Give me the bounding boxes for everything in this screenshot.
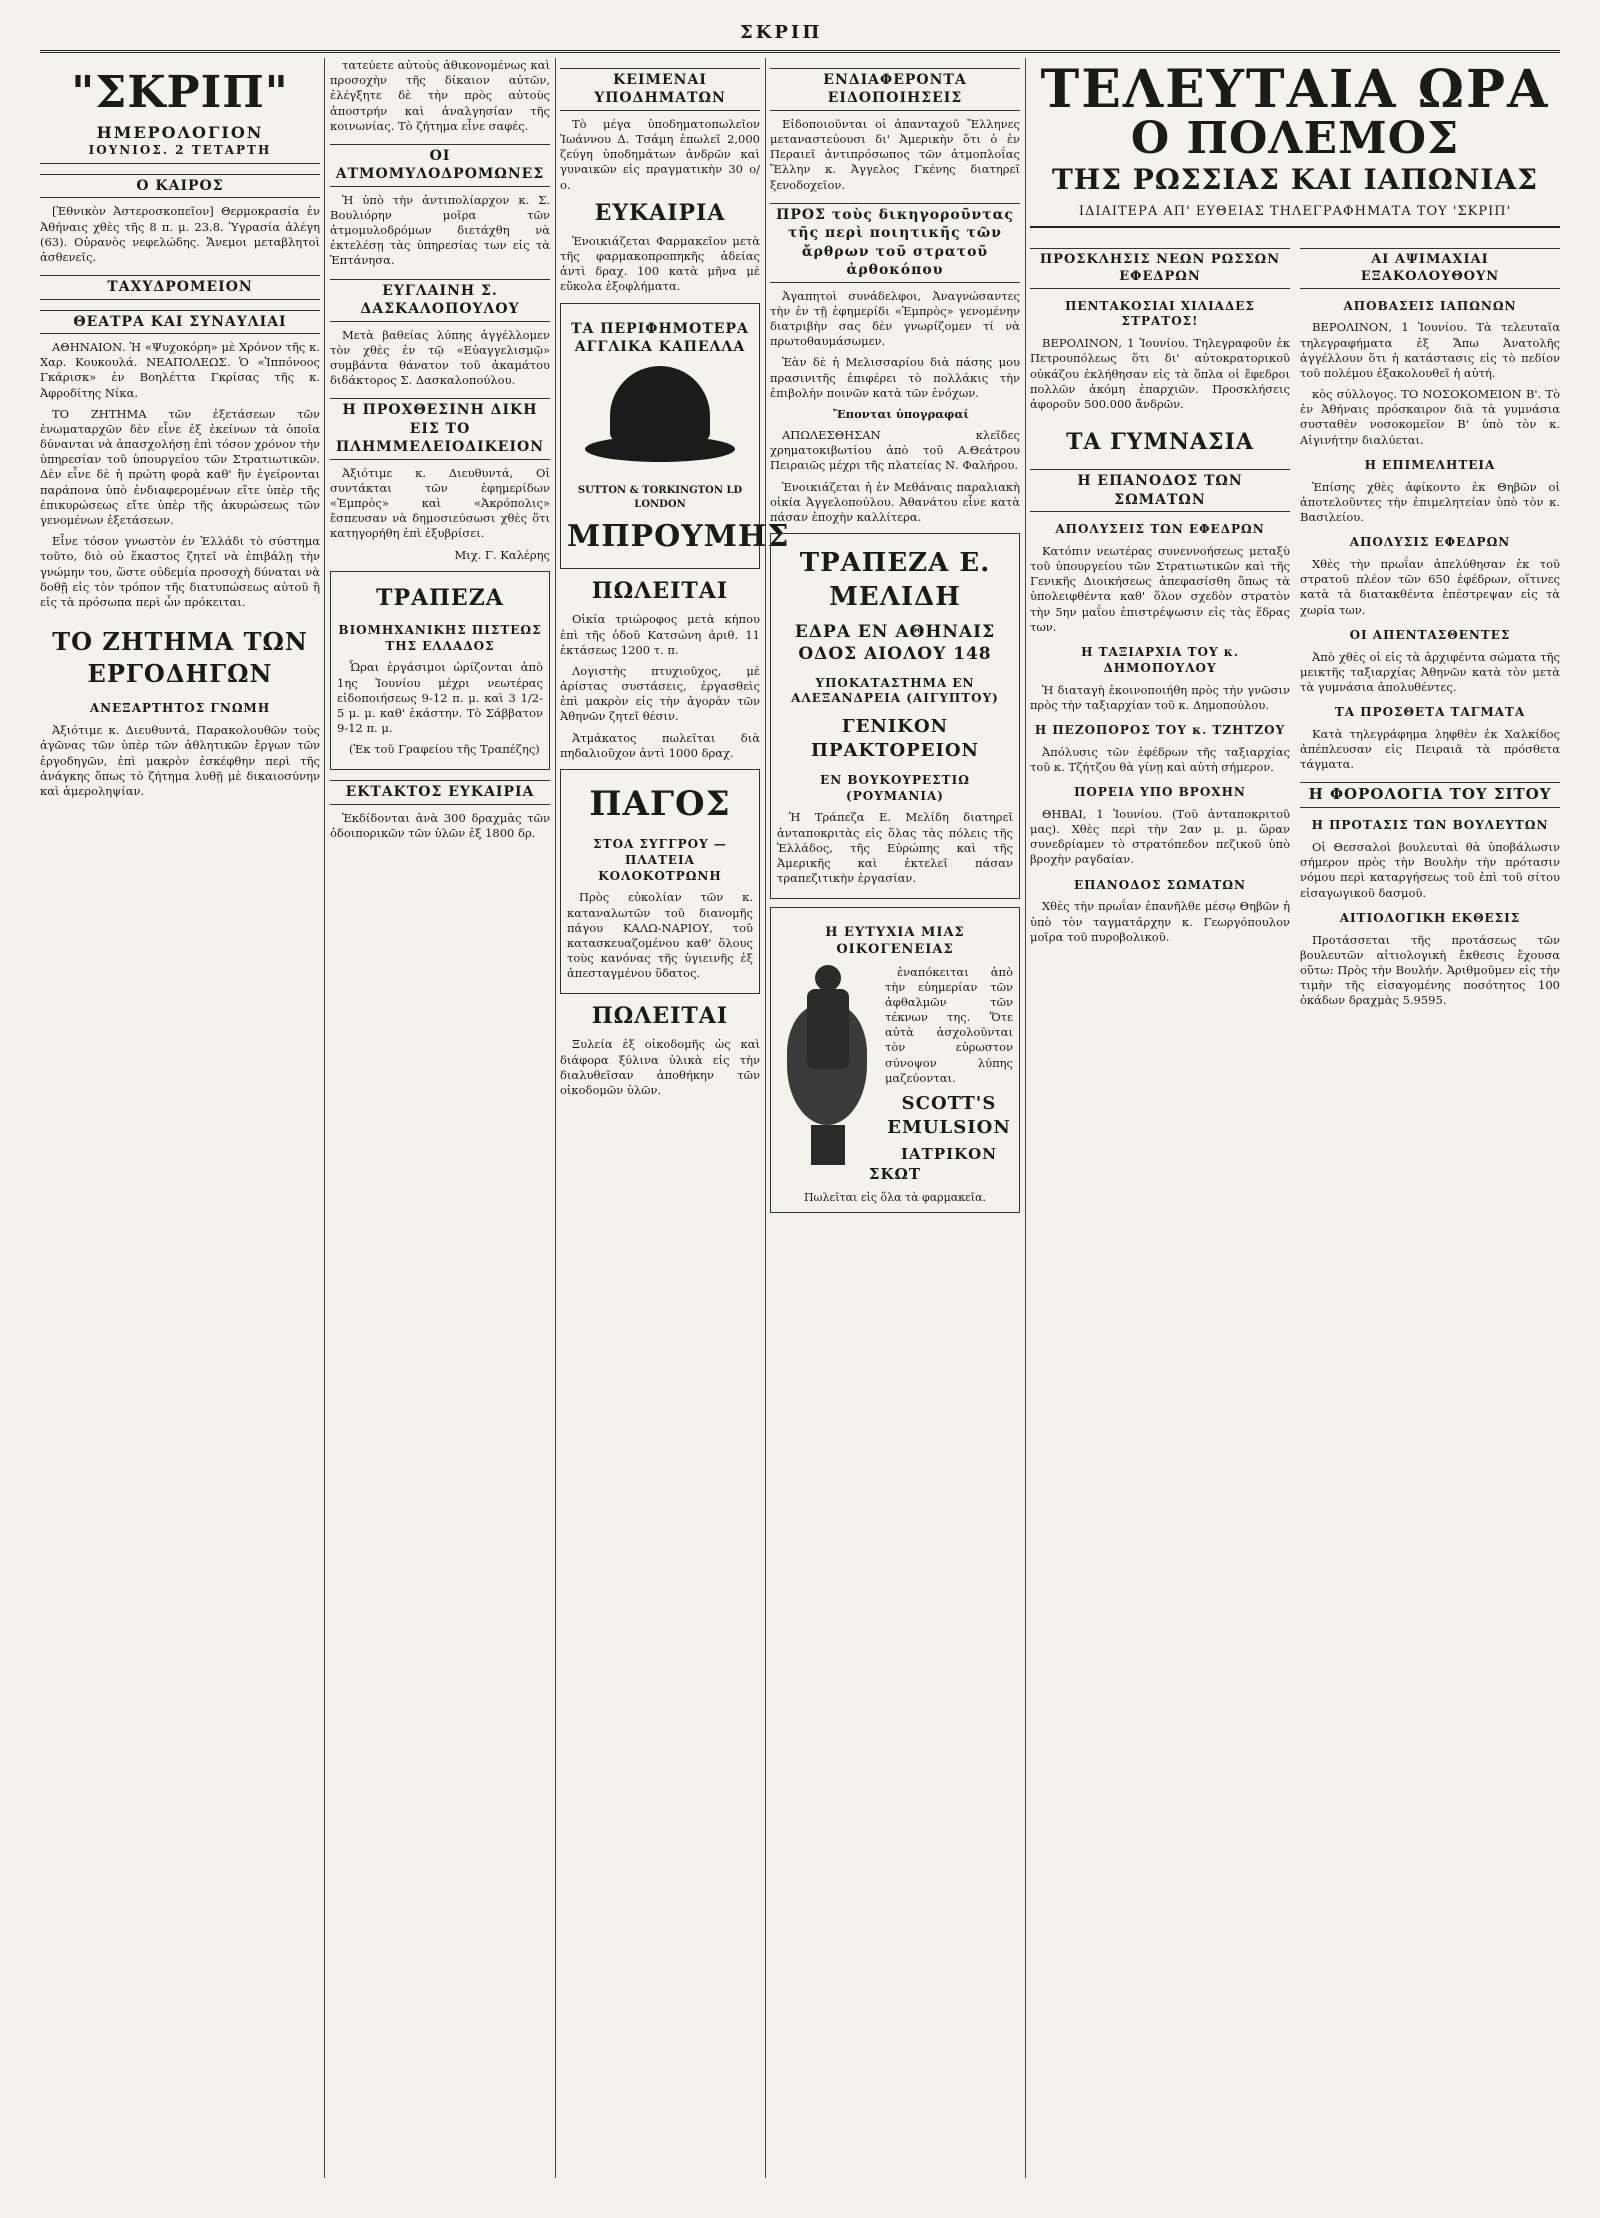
weather-heading: Ο ΚΑΙΡΟΣ	[40, 174, 320, 198]
masthead	[40, 20, 1560, 53]
report-text: Προτάσσεται τῆς προτάσεως τῶν βουλευτῶν αἰτιολογικὴ ἔκθεσις ἔχουσα οὕτω: Πρὸς τὴν Βουλήν. Ἀριθμοῦμεν εἰς τὴν τιμὴν τῆς εἰσαγομένης ποσότητος 100 ὀκάδων δραχμὰς 5.9595.	[1300, 932, 1560, 1008]
melidis-text: Ἡ Τράπεζα Ε. Μελίδη διατηρεῖ ἀνταποκριτὰς εἰς ὅλας τὰς πόλεις τῆς Ἑλλάδος, τῆς Εὐρώπης καὶ τῆς Ἀμερικῆς καὶ ἐκτελεῖ πάσαν τραπεζιτικὴν ἐργασίαν.	[777, 810, 1013, 886]
war-left	[1030, 238, 1290, 1014]
scott-doctor: ΙΑΤΡΙΚΟΝ ΣΚΩΤ	[868, 1145, 997, 1184]
melidis-branch: ΥΠΟΚΑΤΑΣΤΗΜΑ ΕΝ ΑΛΕΞΑΝΔΡΕΙΑ (ΑΙΓΥΠΤΟΥ)	[791, 675, 999, 706]
theatre-text: ΑΘΗΝΑΙΟΝ. Ἡ «Ψυχοκόρη» μὲ Χρόνον τῆς κ. Χαρ. Κουκουλά. ΝΕΑΠΟΛΕΩΣ. Ὁ «Ἰππόνοος Γκάρισκ» ἐν Βοηλέττα Γκρίσας τῆς κ. Ἀφροδίτης Νίκα.	[40, 340, 320, 400]
scott-heading: Η ΕΥΤΥΧΙΑ ΜΙΑΣ ΟΙΚΟΓΕΝΕΙΑΣ	[825, 925, 965, 958]
rain-heading: ΠΟΡΕΙΑ ΥΠΟ ΒΡΟΧΗΝ	[1074, 785, 1246, 800]
melidis-bank-ad	[770, 533, 1020, 899]
infantry-heading: Η ΠΕΖΟΠΟΡΟΣ ΤΟΥ κ. ΤΖΗΤΖΟΥ	[1034, 722, 1286, 737]
scott-brand: SCOTT'S EMULSION	[887, 1092, 1011, 1138]
war-heading: Ο ΠΟΛΕΜΟΣ	[1130, 113, 1460, 164]
commissariat-text: Ἐπίσης χθὲς ἀφίκοντο ἐκ Θηβῶν οἱ ἀποτελοῦντες τὴν ἐπιμελητείαν ὑπὸ τὸν κ. Βασιλείου.	[1300, 479, 1560, 524]
column-rule	[555, 58, 556, 2178]
reservists-sub: ΠΕΝΤΑΚΟΣΙΑΙ ΧΙΛΙΑΔΕΣ ΣΤΡΑΤΟΣ!	[1065, 298, 1255, 329]
reservist-release-text: Χθὲς τὴν πρωΐαν ἀπελύθησαν ἐκ τοῦ στρατοῦ πλέον τῶν 650 ἐφέδρων, οἵτινες κατὰ τὰ διατακθέντα ἐπέστρεψαν εἰς τὰ χωρία των.	[1300, 556, 1560, 617]
bank-heading: ΤΡΑΠΕΖΑ	[376, 584, 504, 611]
telegrams-dateline: ΙΔΙΑΙΤΕΡΑ ΑΠ' ΕΥΘΕΙΑΣ ΤΗΛΕΓΡΑΦΗΜΑΤΑ ΤΟΥ 'ΣΚΡΙΠ'	[1030, 203, 1560, 228]
landings-heading: ΑΠΟΒΑΣΕΙΣ ΙΑΠΩΝΩΝ	[1343, 298, 1517, 313]
melidis-address: ΕΔΡΑ ΕΝ ΑΘΗΝΑΙΣ ΟΔΟΣ ΑΙΟΛΟΥ 148	[794, 621, 996, 665]
scott-ad	[770, 907, 1020, 1212]
trial-text: Ἀξιότιμε κ. Διευθυντά, Οἱ συντάκται τῶν ἐφημερίδων «Ἑμπρὸς» καὶ «Ἀκρόπολις» ἔσπευσαν νὰ δημοσιεύσωσι χθὲς ὅτι κατηγορήθη ἐπὶ ἐξυβρίσει.	[330, 465, 550, 541]
gymnastics-heading: ΤΑ ΓΥΜΝΑΣΙΑ	[1066, 429, 1254, 456]
shoes-text: Τὸ μέγα ὑποδηματοπωλεῖον Ἰωάννου Δ. Τσάμη ἐπωλεῖ 2,000 ζεύγη ὑποδημάτων ἀνδρῶν καὶ γυναικῶν εἰς πραγματικὴν 30 ο/ο.	[560, 116, 760, 192]
running-title: ΣΚΡΙΠ	[740, 22, 823, 43]
hospital-text: κὸς σύλλογος. ΤΟ ΝΟΣΟΚΟΜΕΙΟΝ Β'. Τὸ ἐν Ἀθήναις πρόσκαιρον διὰ τὰ γυμνάσια συσταθὲν νοσοκομεῖον Β' ὑπὸ τὸν κ. Αἰγινήτην διαλύεται.	[1300, 387, 1560, 447]
infantry-text: Ἀπόλυσις τῶν ἐφέδρων τῆς ταξιαρχίας τοῦ κ. Τζήτζου θὰ γίνῃ καὶ αὐτὴ σήμερον.	[1030, 744, 1290, 774]
steam-mills-heading: ΟΙ ΑΤΜΟΜΥΛΟΔΡΟΜΩΝΕΣ	[330, 144, 550, 187]
russia-japan-heading: ΤΗΣ ΡΩΣΣΙΑΣ ΚΑΙ ΙΑΠΩΝΙΑΣ	[1051, 163, 1539, 197]
ice-heading: ΠΑΓΟΣ	[589, 784, 731, 824]
weather-text: [Ἐθνικὸν Ἀστεροσκοπεῖον] Θερμοκρασία ἐν Ἀθήναις χθὲς τῆς 8 π. μ. 23.8. Ὑγρασία ἀλέγη (63). Οὐρανὸς νεφελώδης. Ἄνεμοι μεταβλητοὶ ἀσθενεῖς.	[40, 204, 320, 264]
foremen-letter: Ἀξιότιμε κ. Διευθυντά, Παρακολουθῶν τοὺς ἀγῶνας τῶν ὑπὲρ τῶν ἀθλητικῶν ἔργων τῶν ἐργοδηγῶν, ἐπὶ μακρὸν ἐσκέφθην περὶ τῆς ἀνάγκης ὅπως τὸ ζήτημα λυθῇ μὲ δικαιοσύνην καὶ ἀμεροληψίαν.	[40, 723, 320, 798]
hats-maker: SUTTON & TORKINGTON LD LONDON	[577, 485, 743, 510]
bank-note: (Ἐκ τοῦ Γραφείου τῆς Τραπέζης)	[349, 742, 540, 757]
timber-text: Ξυλεία ἐξ οἰκοδομῆς ὡς καὶ διάφορα ξύλινα ὑλικὰ εἰς τὴν διαλυθεῖσαν ἀποθήκην τῶν οἰκοδομῶν ὑλῶν.	[560, 1037, 760, 1097]
discharged-text: Ἀπὸ χθὲς οἱ εἰς τὰ ἀρχιφέντα σώματα τῆς μεικτῆς ταξιαρχίας Ἀθηνῶν κατὰ τὸν μετὰ τὰ γυμνάσια ἀπολυθέντες.	[1300, 649, 1560, 694]
melidis-heading: ΤΡΑΠΕΖΑ Ε. ΜΕΛΙΔΗ	[799, 548, 991, 613]
return-heading: Η ΕΠΑΝΟΔΟΣ ΤΩΝ ΣΩΜΑΤΩΝ	[1030, 469, 1290, 512]
reservists-heading: ΠΡΟΣΚΛΗΣΙΣ ΝΕΩΝ ΡΩΣΣΩΝ ΕΦΕΔΡΩΝ	[1030, 248, 1290, 288]
war-right	[1300, 238, 1560, 1014]
column-rule	[1025, 58, 1026, 2178]
bank-subheading: ΒΙΟΜΗΧΑΝΙΚΗΣ ΠΙΣΤΕΩΣ ΤΗΣ ΕΛΛΑΔΟΣ	[338, 622, 542, 653]
ice-ad	[560, 769, 760, 994]
melidis-agency: ΓΕΝΙΚΟΝ ΠΡΑΚΤΟΡΕΙΟΝ	[810, 716, 980, 761]
war-columns	[1030, 238, 1560, 1014]
almanac-heading: ΗΜΕΡΟΛΟΓΙΟΝ	[96, 123, 264, 143]
discharged-heading: ΟΙ ΑΠΕΝΤΑΣΘΕΝΤΕΣ	[1349, 627, 1511, 642]
reservists-text: ΒΕΡΟΛΙΝΟΝ, 1 Ἰουνίου. Τηλεγραφοῦν ἐκ Πετρουπόλεως ὅτι δι' αὐτοκρατορικοῦ οὐκάζου ἐκλήθησαν εἰς τὰ ὅπλα οἱ ἔφεδροι πολλῶν ἀκόμη ἐπαρχιῶν. Προσκλήσεις ἀφοροῦν 500.000 ἄνδρῶν.	[1030, 336, 1290, 411]
column-5	[1030, 58, 1560, 2178]
wheat-tax-heading: Η ΦΟΡΟΛΟΓΙΑ ΤΟΥ ΣΙΤΟΥ	[1300, 782, 1560, 808]
units-return-text: Χθὲς τὴν πρωΐαν ἐπανῆλθε μέσῳ Θηβῶν ἡ ὑπὸ τὸν ταγματάρχην κ. Γεωργόπουλον μοῖρα τοῦ πυροβολικοῦ.	[1030, 899, 1290, 944]
shoes-heading: ΚΕΙΜΕΝΑΙ ΥΠΟΔΗΜΑΤΩΝ	[560, 68, 760, 111]
rain-text: ΘΗΒΑΙ, 1 Ἰουνίου. (Τοῦ ἀνταποκριτοῦ μας). Χθὲς περὶ τὴν 2αν μ. μ. ὥραν συνεδρίαμεν τὸ στρατόπεδον πεζικοῦ ὑπὸ βροχὴν ραγδαίαν.	[1030, 806, 1290, 867]
pharmacy-text: Ἐνοικιάζεται Φαρμακεῖον μετὰ τῆς φαρμακοπροπηκῆς ἀδείας ἀντὶ δραχ. 100 κατὰ μῆνα μὲ εὔκολα ἐξοφλήματα.	[560, 233, 760, 294]
lost-keys-text: ΑΠΩΛΕΣΘΗΣΑΝ κλεῖδες χρηματοκιβωτίου ἀπὸ τοῦ Α.Θεάτρου Πειραιῶς μέχρι τῆς πλατείας Ν. Φαλήρου.	[770, 428, 1020, 473]
wheat-tax-text: Οἱ Θεσσαλοὶ βουλευταὶ θὰ ὑποβάλωσιν σήμερον πρὸς τὴν Βουλὴν τὴν πρότασιν νόμου περὶ καταργήσεως τοῦ ἐπὶ τοῦ σίτου εἰσαγωγικοῦ δασμοῦ.	[1300, 839, 1560, 900]
column-1	[40, 58, 320, 2178]
steam-mills-text: Ἡ ὑπὸ τὴν ἀντιπολίαρχον κ. Σ. Βουλιόρην μοῖρα τῶν ἀτμομυλοδρόμων διετάχθη νὰ ἐκτελέσῃ τὰς ὑπηρεσίας των εἰς τὰ Ἑπτάνησα.	[330, 192, 550, 268]
ice-text: Πρὸς εὐκολίαν τῶν κ. καταναλωτῶν τοῦ διανομῆς πάγου ΚΑΛΩ-ΝΑΡΙΟΥ, τοῦ κατασκευαζομένου καθ' ὅλους τοὺς κανόνας τῆς ὑγιεινῆς ἐξ ἀπεσταγμένου ὕδατος.	[567, 890, 753, 981]
obituary-text: Μετὰ βαθείας λύπης ἀγγέλλομεν τὸν χθὲς ἐν τῷ «Εὐαγγελισμῷ» συμβάντα θάνατον τοῦ ἀκαμάτου διδάκτορος Σ. Δασκαλοπούλου.	[330, 327, 550, 388]
column-rule	[765, 58, 766, 2178]
brigade-heading: Η ΤΑΞΙΑΡΧΙΑ ΤΟΥ κ. ΔΗΜΟΠΟΥΛΟΥ	[1081, 644, 1239, 675]
sale2-heading: ΠΩΛΕΙΤΑΙ	[591, 1003, 729, 1030]
skirmishes-text: ΒΕΡΟΛΙΝΟΝ, 1 Ἰουνίου. Τὰ τελευταῖα τηλεγραφήματα ἐξ Ἄπω Ἀνατολῆς ἀγγέλλουν ὅτι ἡ κατάστασις εἰς τὸ πεδίον τοῦ πολέμου ἐξακολουθεῖ ἡ αὐτή.	[1300, 320, 1560, 380]
extra-battalions-text: Κατὰ τηλεγράφημα ληφθὲν ἐκ Χαλκίδος ἀπέπλευσαν εἰς Πειραιᾶ τὰ πρόσθετα τάγματα.	[1300, 726, 1560, 772]
scott-footer: Πωλεῖται εἰς ὅλα τὰ φαρμακεῖα.	[803, 1191, 987, 1205]
opportunity2-heading: ΕΥΚΑΙΡΙΑ	[594, 199, 726, 226]
column-4	[770, 58, 1020, 2178]
hat-icon	[585, 366, 735, 476]
lawyers-text-cont: Ἐὰν δὲ ἡ Μελισσαρίου διὰ πάσης μου πρασινιτῆς ἐπιφέρει τὸ πολλάκις τὴν ἐπιβολὴν ποινῶν κατὰ τῶν ἐνόχων.	[770, 355, 1020, 400]
column-rule	[324, 58, 325, 2178]
opportunity-text: Ἐκδίδονται ἀνὰ 300 δραχμὰς τῶν ὀδοιπορικῶν τῶν ὑλῶν ἐξ 1800 δρ.	[330, 810, 550, 841]
column-2	[330, 58, 550, 2178]
post-heading: ΤΑΧΥΔΡΟΜΕΙΟΝ	[40, 275, 320, 299]
last-hour-heading: ΤΕΛΕΥΤΑΙΑ ΩΡΑ	[1040, 59, 1550, 120]
hats-brand: ΜΠΡΟΥΜΗΣ	[567, 518, 790, 554]
paper-title: "ΣΚΡΙΠ"	[71, 67, 289, 118]
sale-heading: ΠΩΛΕΙΤΑΙ	[591, 578, 729, 605]
scott-text: ἐναπόκειται ἀπὸ τὴν εὐημερίαν τῶν ἀφθαλμῶν τῶν τέκνων της. Ὅτε αὐτὰ ἀσχολοῦνται τὸν εὐρωστον σύνοψον λύπης μαζεύονται.	[885, 964, 1013, 1085]
launch-text: Ἀτμάκατος πωλεῖται διὰ πηδαλιοῦχον ἀντὶ 1000 δραχ.	[560, 730, 760, 760]
units-return-heading: ΕΠΑΝΟΔΟΣ ΣΩΜΑΤΩΝ	[1074, 877, 1246, 892]
signatures-follow: Ἔπονται ὑπογραφαί	[833, 406, 969, 421]
extra-battalions-heading: ΤΑ ΠΡΟΣΘΕΤΑ ΤΑΓΜΑΤΑ	[1334, 705, 1526, 720]
opportunity-heading: ΕΚΤΑΚΤΟΣ ΕΥΚΑΙΡΙΑ	[330, 780, 550, 804]
date-line: ΙΟΥΝΙΟΣ. 2 ΤΕΤΑΡΤΗ	[40, 143, 320, 164]
obituary-heading: ΕΥΓΛΑΙΝΗ Σ. ΔΑΣΚΑΛΟΠΟΥΛΟΥ	[330, 279, 550, 322]
trial-heading: Η ΠΡΟΧΘΕΣΙΝΗ ΔΙΚΗ ΕΙΣ ΤΟ ΠΛΗΜΜΕΛΕΙΟΔΙΚΕΙΟΝ	[330, 398, 550, 459]
emigrants-text: Εἰδοποιοῦνται οἱ ἁπανταχοῦ Ἕλληνες μεταναστεύουσι δι' Ἀμερικὴν ὅτι ὁ ἐν Περαιεῖ ἀντιπρόσωπος τῶν ἀτμοπλοΐας Ἕλλην κ. Ἀγγελος Γκένης διατηρεῖ ξενοδοχεῖον.	[770, 116, 1020, 192]
skirmishes-heading: ΑΙ ΑΨΙΜΑΧΙΑΙ ΕΞΑΚΟΛΟΥΘΟΥΝ	[1300, 248, 1560, 288]
deputies-proposal-heading: Η ΠΡΟΤΑΣΙΣ ΤΩΝ ΒΟΥΛΕΥΤΩΝ	[1311, 818, 1549, 833]
article-cont: τατεύετε αὐτοὺς ἀθικονομένως καὶ προσοχὴν τῆς δίκαιον αὐτῶν, ἐλέγξητε δὲ τὴν πρὸς αὐτοὺς ἀποστρήν καὶ ἀναλγησίαν τῆς κοινωνίας. Τὸ ζήτημα εἶνε σαφές.	[330, 58, 550, 133]
lead-article: ΤΟ ΖΗΤΗΜΑ τῶν ἐξετάσεων τῶν ἐνωματαρχῶν δὲν εἶνε ἐξ ἐκείνων τὰ ὁποῖα δύνανται νὰ ἀπασχολήσῃ ἐπὶ τόσον χρόνον τὴν ὑπηρεσίαν τοῦ ὑπουργείου τῶν Στρατιωτικῶν. Δὲν εἶνε δὲ ἡ πρώτη φορὰ καθ' ἣν ἐγείρονται παράπονα ὑπὸ ἐνδιαφερομένων εἴτε ὑπὲρ τῆς ἐπικυρώσεως εἴτε ὑπὲρ τῆς ἀκυρώσεως τῶν γενομένων ἐξετάσεων.	[40, 406, 320, 527]
report-heading: ΑΙΤΙΟΛΟΓΙΚΗ ΕΚΘΕΣΙΣ	[1339, 910, 1521, 925]
lead-article-cont: Εἶνε τόσον γνωστὸν ἐν Ἑλλάδι τὸ σύστημα τοῦτο, διὸ οὐ ἕκαστος ζητεῖ νὰ ἐπιβάλῃ τὴν γνώμην του, ὥστε οὐδεμία προσοχὴ δύναται νὰ δοθῇ εἰς τὸν τρόπον τῆς διατυπώσεως αὐτοῦ ἢ εἰς τὰ πρόσωπα περὶ ὧν πρόκειται.	[40, 534, 320, 609]
newspaper-page	[40, 20, 1560, 2190]
theatre-heading: ΘΕΑΤΡΑ ΚΑΙ ΣΥΝΑΥΛΙΑΙ	[40, 310, 320, 334]
reservist-release-heading: ΑΠΟΛΥΣΙΣ ΕΦΕΔΡΩΝ	[1349, 535, 1511, 550]
foremen-heading: ΤΟ ΖΗΤΗΜΑ ΤΩΝ ΕΡΓΟΔΗΓΩΝ	[52, 627, 308, 688]
hats-ad	[560, 303, 790, 570]
gymnastics-text: Κατόπιν νεωτέρας συνεννοήσεως μεταξὺ τοῦ ὑπουργείου τῶν Στρατιωτικῶν καὶ τῆς Γενικῆς Διοικήσεως ἀπεφασίσθη ὅπως τὰ ὑπολειφθέντα καθ' ὅλον σχεδὸν στρατὸν τὴν 5ην μαΐου ἐπιστρέψωσιν εἰς τὰς ἕδρας των.	[1030, 543, 1290, 634]
notices-heading: ΕΝΔΙΑΦΕΡΟΝΤΑ ΕΙΔΟΠΟΙΗΣΕΙΣ	[770, 68, 1020, 111]
dismissals-heading: ΑΠΟΛΥΣΕΙΣ ΤΩΝ ΕΦΕΔΡΩΝ	[1055, 522, 1265, 537]
melidis-city: ΕΝ ΒΟΥΚΟΥΡΕΣΤΙΩ (ΡΟΥΜΑΝΙΑ)	[820, 772, 970, 803]
ice-subheading: ΣΤΟΑ ΣΥΓΓΡΟΥ — ΠΛΑΤΕΙΑ ΚΟΛΟΚΟΤΡΩΝΗ	[593, 836, 727, 883]
trial-signature: Μιχ. Γ. Καλέρης	[454, 547, 550, 562]
commissariat-heading: Η ΕΠΙΜΕΛΗΤΕΙΑ	[1364, 457, 1496, 472]
sale-text: Οἰκία τριώροφος μετὰ κήπου ἐπὶ τῆς ὁδοῦ Κατσώνη ἀριθ. 11 ἐκτάσεως 1200 τ. π.	[560, 612, 760, 657]
bank-hours: Ὧραι ἐργάσιμοι ὡρίζονται ἀπὸ 1ης Ἰουνίου μέχρι νεωτέρας εἰδοποιήσεως 9-12 π. μ. καὶ 3 1/2-5 μ. μ. καθ' ἑκάστην. Τὸ Σάββατον 9-12 π. μ.	[337, 660, 543, 736]
fisherman-illustration	[777, 965, 877, 1165]
rental-text: Ἐνοικιάζεται ἡ ἐν Μεθάναις παραλιακὴ οἰκία Ἀγγελοπούλου. Ἀθανάτου εἶνε κατὰ πάσαν ἐποχὴν καλλίτερα.	[770, 479, 1020, 524]
column-3	[560, 58, 790, 2178]
lawyers-heading: ΠΡΟΣ τοὺς δικηγοροῦντας τῆς περὶ ποιητικῆς τῶν ἄρθρων τοῦ στρατοῦ ἀρθοκόπου	[770, 203, 1020, 283]
accountant-text: Λογιστὴς πτυχιοῦχος, μὲ ἀρίστας συστάσεις, ἐργασθεὶς ἐπὶ μακρὸν εἰς τὴν ἀγορὰν τῶν Ἀθηνῶν ζητεῖ θέσιν.	[560, 663, 760, 724]
brigade-text: Ἡ διαταγὴ ἐκοινοποιήθη πρὸς τὴν γνῶσιν πρὸς τὴν ταξιαρχίαν τοῦ κ. Δημοπούλου.	[1030, 682, 1290, 712]
bank-notice	[330, 571, 550, 771]
lawyers-text: Ἀγαπητοὶ συνάδελφοι, Ἀναγνώσαντες τὴν ἐν τῇ ἐφημερίδι «Ἑμπρὸς» γενομένην διατριβὴν σας δὲν γνωρίζομεν τί νὰ πρωτοθαυμάσωμεν.	[770, 288, 1020, 349]
hats-heading: ΤΑ ΠΕΡΙΦΗΜΟΤΕΡΑ ΑΓΓΛΙΚΑ ΚΑΠΕΛΛΑ	[571, 320, 749, 355]
foremen-subheading: ΑΝΕΞΑΡΤΗΤΟΣ ΓΝΩΜΗ	[89, 701, 271, 716]
